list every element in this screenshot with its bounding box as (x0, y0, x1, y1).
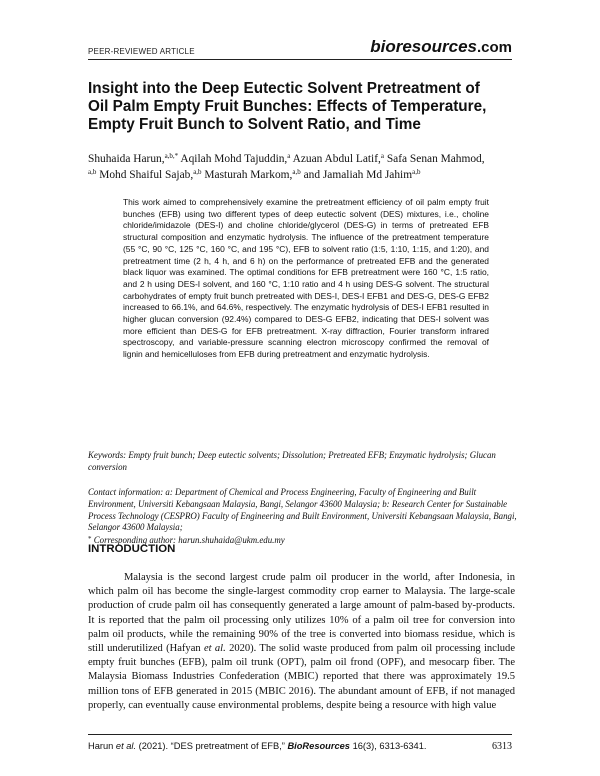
citation-text: (2021). “DES pretreatment of EFB,” (136, 741, 288, 751)
header-divider (88, 59, 512, 60)
title-line: Empty Fruit Bunch to Solvent Ratio, and Time (88, 116, 421, 134)
citation-volume: 16(3), 6313-6341. (349, 741, 427, 751)
author-name: Azuan Abdul Latif, (292, 153, 381, 165)
corresponding-marker: * (88, 535, 92, 544)
author-affiliation: a,b (193, 167, 202, 176)
intro-text: Malaysia is the second largest crude palm oil producer in the world, after Indonesia, in which palm oil has become the single-largest commodity crop earner to Malaysia. The large-scale production of crude palm oil has consequently generated a large amount of palm-based by-products. It is reported that the palm oil processing only utilizes 10% of a palm oil tree for conversion into palm oil products, while the remaining 90% of the tree is converted into biomass residue, which is still underutilized (Hafyan (88, 572, 515, 655)
author-name: and Jamaliah Md Jahim (303, 168, 413, 181)
abstract: This work aimed to comprehensively examine the pretreatment efficiency of oil palm empty fruit bunches (EFB) using two different types of deep eutectic solvent (DES) mixtures, i.e., choline chloride/imidazole (DES-I) and choline chloride/glycerol (DES-G) in terms of pretreated EFB structural composition and enzymatic hydrolysis. The influence of the pretreatment temperature (55 °C, 90 °C, 125 °C, 160 °C, and 195 °C), EFB to solvent ratio (1:5, 1:10, 1:15, and 1:20), and pretreatment time (2 h, 4 h, and 6 h) on the performance of pretreated EFB and the generated black liquor was examined. The optimal conditions for EFB pretreatment were 160 °C, 1:5 ratio, and 2 h using DES-I solvent, and 160 °C, 1:10 ratio and 4 h using DES-G solvent. The structural carbohydrates of empty fruit bunch pretreated with DES-I, DES-I EFB1 and DES-G, DES-G EFB2 increased to 66.1%, and 64.6%, respectively. The enzymatic hydrolysis of DES-I EFB1 resulted in higher glucan conversion (92.4%) compared to DES-G EFB2, indicating that DES-I solvent was more efficient than DES-G for EFB pretreatment. X-ray diffraction, Fourier transform infrared spectroscopy, and variable-pressure scanning electron microscopy confirmed the removal of lignin and hemicelluloses from EFB during pretreatment and enzymatic hydrolysis. (123, 197, 489, 360)
article-title (88, 80, 528, 135)
author-name: Safa Senan Mahmod, (386, 153, 485, 165)
article-type-label: PEER-REVIEWED ARTICLE (88, 47, 195, 56)
author-affiliation: a,b (88, 167, 97, 176)
brand-tld: .com (476, 39, 512, 56)
author-affiliation: a,b,* (164, 152, 179, 160)
corresponding-author[interactable]: Corresponding author: harun.shuhaida@ukm.edu.my (93, 535, 285, 546)
author-line (88, 168, 518, 184)
brand-name: bioresources (370, 37, 477, 56)
title-line: Insight into the Deep Eutectic Solvent Pretreatment of (88, 80, 480, 97)
section-heading: INTRODUCTION (88, 543, 176, 555)
author-affiliation: a (287, 152, 291, 160)
keywords: Keywords: Empty fruit bunch; Deep eutectic solvents; Dissolution; Pretreated EFB; Enzymatic hydrolysis; Glucan conversion (88, 450, 496, 472)
affiliations: Contact information: a: Department of Chemical and Process Engineering, Faculty of Engineering and Built Environment, Universiti Kebangsaan Malaysia, Bangi, Selangor 43600 Malaysia; b: Research Center for Sustainable Process Technology (CESPRO) Faculty of Engineering and Built Environment, Universiti Kebangsaan Malaysia, Bangi, Selangor 43600 Malaysia; (88, 487, 517, 533)
introduction-paragraph (88, 571, 515, 713)
author-affiliation: a,b (292, 167, 301, 176)
journal-brand[interactable] (370, 37, 512, 57)
running-header (88, 38, 512, 60)
author-name: Aqilah Mohd Tajuddin, (180, 153, 288, 165)
author-name: Mohd Shaiful Sajab, (99, 168, 194, 181)
citation-author: Harun (88, 741, 116, 751)
author-line (88, 152, 518, 168)
citation-etal: et al. (115, 741, 137, 751)
author-list (88, 152, 518, 183)
author-name: Masturah Markom, (204, 168, 293, 181)
author-affiliation: a,b (412, 167, 421, 176)
author-name: Shuhaida Harun, (88, 153, 165, 165)
intro-etal: et al. (203, 643, 226, 655)
citation (88, 741, 426, 751)
contact-information (88, 487, 518, 547)
footer-divider (88, 734, 512, 735)
title-line: Oil Palm Empty Fruit Bunches: Effects of Temperature, (88, 98, 487, 116)
journal-name: BioResources (287, 741, 350, 751)
intro-text: 2020). The solid waste produced from palm oil processing include empty fruit bunches (EFB), palm oil trunk (OPT), palm oil frond (OPF), and mesocarp fiber. The Malaysia Biomass Industries Confederation (MBIC) reported that there was approximately 19.5 million tons of EFB generated in 2015 (MBIC 2016). The abundant amount of EFB, if not managed properly, can eventually cause environmental problems, despite being a resource with high value (88, 643, 515, 711)
page-number: 6313 (492, 741, 512, 752)
author-affiliation: a (380, 152, 384, 160)
